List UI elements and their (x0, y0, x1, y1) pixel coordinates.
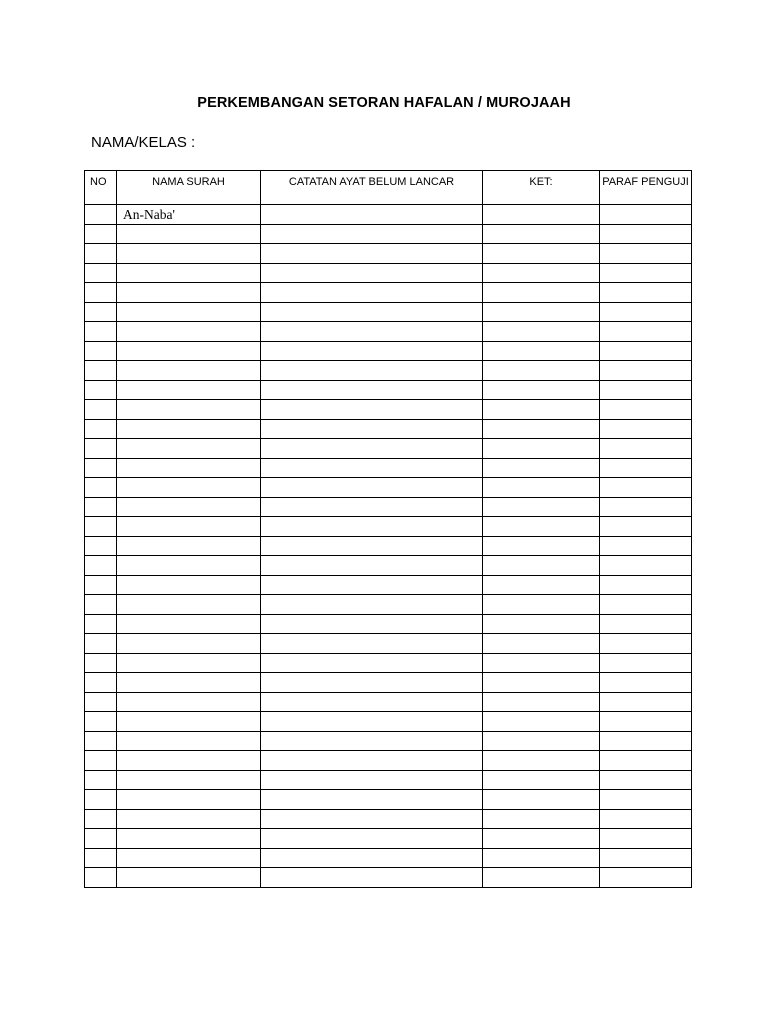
cell-ket (483, 419, 600, 439)
cell-paraf (600, 322, 692, 342)
cell-ket (483, 575, 600, 595)
memorization-table (84, 170, 692, 888)
cell-catatan (261, 302, 483, 322)
cell-catatan (261, 224, 483, 244)
header-ket: KET: (483, 171, 600, 205)
table-row (85, 868, 692, 888)
cell-catatan (261, 712, 483, 732)
cell-nama-surah (117, 536, 261, 556)
cell-paraf (600, 419, 692, 439)
cell-paraf (600, 536, 692, 556)
cell-nama-surah (117, 634, 261, 654)
cell-paraf (600, 712, 692, 732)
cell-catatan (261, 380, 483, 400)
cell-catatan (261, 731, 483, 751)
cell-no (85, 868, 117, 888)
table-row (85, 731, 692, 751)
cell-ket (483, 478, 600, 498)
cell-paraf (600, 575, 692, 595)
cell-nama-surah (117, 653, 261, 673)
cell-catatan (261, 283, 483, 303)
table-row (85, 224, 692, 244)
cell-ket (483, 205, 600, 225)
cell-paraf (600, 614, 692, 634)
cell-nama-surah (117, 848, 261, 868)
cell-no (85, 575, 117, 595)
cell-no (85, 614, 117, 634)
cell-ket (483, 731, 600, 751)
cell-no (85, 673, 117, 693)
cell-catatan (261, 263, 483, 283)
cell-nama-surah (117, 322, 261, 342)
table-row (85, 809, 692, 829)
cell-nama-surah (117, 517, 261, 537)
cell-catatan (261, 536, 483, 556)
cell-nama-surah (117, 400, 261, 420)
table-row (85, 848, 692, 868)
cell-ket (483, 439, 600, 459)
cell-ket (483, 361, 600, 381)
cell-ket (483, 751, 600, 771)
cell-paraf (600, 361, 692, 381)
cell-no (85, 712, 117, 732)
cell-nama-surah (117, 575, 261, 595)
cell-ket (483, 283, 600, 303)
cell-ket (483, 673, 600, 693)
cell-paraf (600, 244, 692, 264)
cell-no (85, 556, 117, 576)
cell-paraf (600, 263, 692, 283)
cell-no (85, 458, 117, 478)
cell-ket (483, 556, 600, 576)
cell-paraf (600, 302, 692, 322)
cell-paraf (600, 556, 692, 576)
cell-paraf (600, 770, 692, 790)
cell-ket (483, 692, 600, 712)
cell-nama-surah (117, 283, 261, 303)
cell-paraf (600, 205, 692, 225)
cell-paraf (600, 731, 692, 751)
cell-ket (483, 634, 600, 654)
cell-nama-surah (117, 614, 261, 634)
table-row (85, 478, 692, 498)
table-row (85, 419, 692, 439)
cell-ket (483, 829, 600, 849)
cell-catatan (261, 341, 483, 361)
cell-nama-surah (117, 302, 261, 322)
cell-no (85, 263, 117, 283)
cell-no (85, 283, 117, 303)
cell-ket (483, 653, 600, 673)
table-row (85, 751, 692, 771)
cell-ket (483, 302, 600, 322)
cell-nama-surah: An-Naba' (117, 205, 261, 225)
cell-ket (483, 712, 600, 732)
cell-ket (483, 790, 600, 810)
cell-ket (483, 400, 600, 420)
cell-no (85, 731, 117, 751)
table-row (85, 595, 692, 615)
cell-no (85, 322, 117, 342)
cell-paraf (600, 673, 692, 693)
cell-catatan (261, 848, 483, 868)
cell-nama-surah (117, 712, 261, 732)
cell-no (85, 536, 117, 556)
cell-catatan (261, 653, 483, 673)
cell-catatan (261, 809, 483, 829)
cell-nama-surah (117, 380, 261, 400)
table-row (85, 712, 692, 732)
cell-nama-surah (117, 692, 261, 712)
table-row (85, 653, 692, 673)
cell-catatan (261, 205, 483, 225)
cell-nama-surah (117, 439, 261, 459)
cell-paraf (600, 478, 692, 498)
cell-catatan (261, 614, 483, 634)
cell-no (85, 497, 117, 517)
cell-catatan (261, 244, 483, 264)
cell-ket (483, 770, 600, 790)
cell-nama-surah (117, 809, 261, 829)
table-row (85, 692, 692, 712)
table-body (85, 205, 692, 888)
header-catatan: CATATAN AYAT BELUM LANCAR (261, 171, 483, 205)
table-row (85, 536, 692, 556)
cell-catatan (261, 400, 483, 420)
cell-nama-surah (117, 595, 261, 615)
cell-no (85, 224, 117, 244)
cell-nama-surah (117, 497, 261, 517)
cell-ket (483, 809, 600, 829)
cell-ket (483, 341, 600, 361)
cell-no (85, 829, 117, 849)
cell-catatan (261, 497, 483, 517)
table-row (85, 829, 692, 849)
cell-catatan (261, 673, 483, 693)
cell-paraf (600, 751, 692, 771)
cell-catatan (261, 517, 483, 537)
table-row (85, 439, 692, 459)
cell-catatan (261, 556, 483, 576)
cell-catatan (261, 829, 483, 849)
cell-nama-surah (117, 556, 261, 576)
cell-ket (483, 263, 600, 283)
cell-paraf (600, 517, 692, 537)
cell-paraf (600, 283, 692, 303)
cell-paraf (600, 790, 692, 810)
table-row (85, 556, 692, 576)
cell-nama-surah (117, 263, 261, 283)
cell-paraf (600, 595, 692, 615)
cell-no (85, 653, 117, 673)
cell-no (85, 380, 117, 400)
cell-ket (483, 224, 600, 244)
cell-paraf (600, 848, 692, 868)
cell-paraf (600, 380, 692, 400)
cell-catatan (261, 478, 483, 498)
cell-nama-surah (117, 770, 261, 790)
cell-no (85, 517, 117, 537)
table-row (85, 400, 692, 420)
cell-no (85, 770, 117, 790)
cell-no (85, 419, 117, 439)
cell-catatan (261, 322, 483, 342)
cell-no (85, 302, 117, 322)
cell-catatan (261, 868, 483, 888)
cell-nama-surah (117, 790, 261, 810)
cell-ket (483, 595, 600, 615)
table-row (85, 770, 692, 790)
cell-catatan (261, 751, 483, 771)
cell-ket (483, 458, 600, 478)
table-row (85, 790, 692, 810)
cell-catatan (261, 458, 483, 478)
cell-catatan (261, 634, 483, 654)
cell-nama-surah (117, 419, 261, 439)
cell-no (85, 244, 117, 264)
cell-nama-surah (117, 829, 261, 849)
cell-nama-surah (117, 244, 261, 264)
table-row (85, 575, 692, 595)
cell-ket (483, 536, 600, 556)
cell-ket (483, 614, 600, 634)
cell-paraf (600, 809, 692, 829)
cell-paraf (600, 224, 692, 244)
cell-no (85, 634, 117, 654)
table-row (85, 283, 692, 303)
cell-no (85, 809, 117, 829)
table-row (85, 205, 692, 225)
cell-no (85, 848, 117, 868)
header-nama-surah: NAMA SURAH (117, 171, 261, 205)
cell-nama-surah (117, 361, 261, 381)
cell-nama-surah (117, 731, 261, 751)
cell-no (85, 478, 117, 498)
cell-paraf (600, 458, 692, 478)
table-row (85, 322, 692, 342)
cell-catatan (261, 419, 483, 439)
cell-catatan (261, 361, 483, 381)
cell-ket (483, 244, 600, 264)
cell-catatan (261, 692, 483, 712)
cell-catatan (261, 595, 483, 615)
header-paraf: PARAF PENGUJI (600, 171, 692, 205)
table-row (85, 634, 692, 654)
cell-catatan (261, 770, 483, 790)
cell-catatan (261, 575, 483, 595)
cell-catatan (261, 790, 483, 810)
cell-nama-surah (117, 751, 261, 771)
cell-paraf (600, 653, 692, 673)
cell-paraf (600, 341, 692, 361)
table-row (85, 673, 692, 693)
cell-nama-surah (117, 224, 261, 244)
cell-ket (483, 380, 600, 400)
cell-ket (483, 322, 600, 342)
cell-nama-surah (117, 341, 261, 361)
table-row (85, 380, 692, 400)
cell-no (85, 595, 117, 615)
cell-paraf (600, 400, 692, 420)
cell-nama-surah (117, 478, 261, 498)
header-no: NO (85, 171, 117, 205)
table-row (85, 614, 692, 634)
cell-paraf (600, 868, 692, 888)
cell-catatan (261, 439, 483, 459)
cell-no (85, 790, 117, 810)
cell-paraf (600, 439, 692, 459)
name-class-label: NAMA/KELAS : (91, 134, 196, 151)
cell-nama-surah (117, 458, 261, 478)
cell-paraf (600, 634, 692, 654)
cell-ket (483, 497, 600, 517)
cell-paraf (600, 829, 692, 849)
cell-no (85, 341, 117, 361)
cell-no (85, 205, 117, 225)
table-row (85, 361, 692, 381)
table-row (85, 517, 692, 537)
table-row (85, 244, 692, 264)
table-row (85, 341, 692, 361)
cell-nama-surah (117, 868, 261, 888)
document-title: PERKEMBANGAN SETORAN HAFALAN / MUROJAAH (197, 95, 571, 111)
cell-no (85, 361, 117, 381)
cell-paraf (600, 497, 692, 517)
cell-nama-surah (117, 673, 261, 693)
cell-no (85, 439, 117, 459)
cell-no (85, 400, 117, 420)
cell-ket (483, 848, 600, 868)
cell-ket (483, 868, 600, 888)
cell-no (85, 692, 117, 712)
table-row (85, 458, 692, 478)
cell-paraf (600, 692, 692, 712)
cell-no (85, 751, 117, 771)
table-row (85, 302, 692, 322)
table-header-row (85, 171, 692, 205)
table-row (85, 263, 692, 283)
table-row (85, 497, 692, 517)
cell-ket (483, 517, 600, 537)
